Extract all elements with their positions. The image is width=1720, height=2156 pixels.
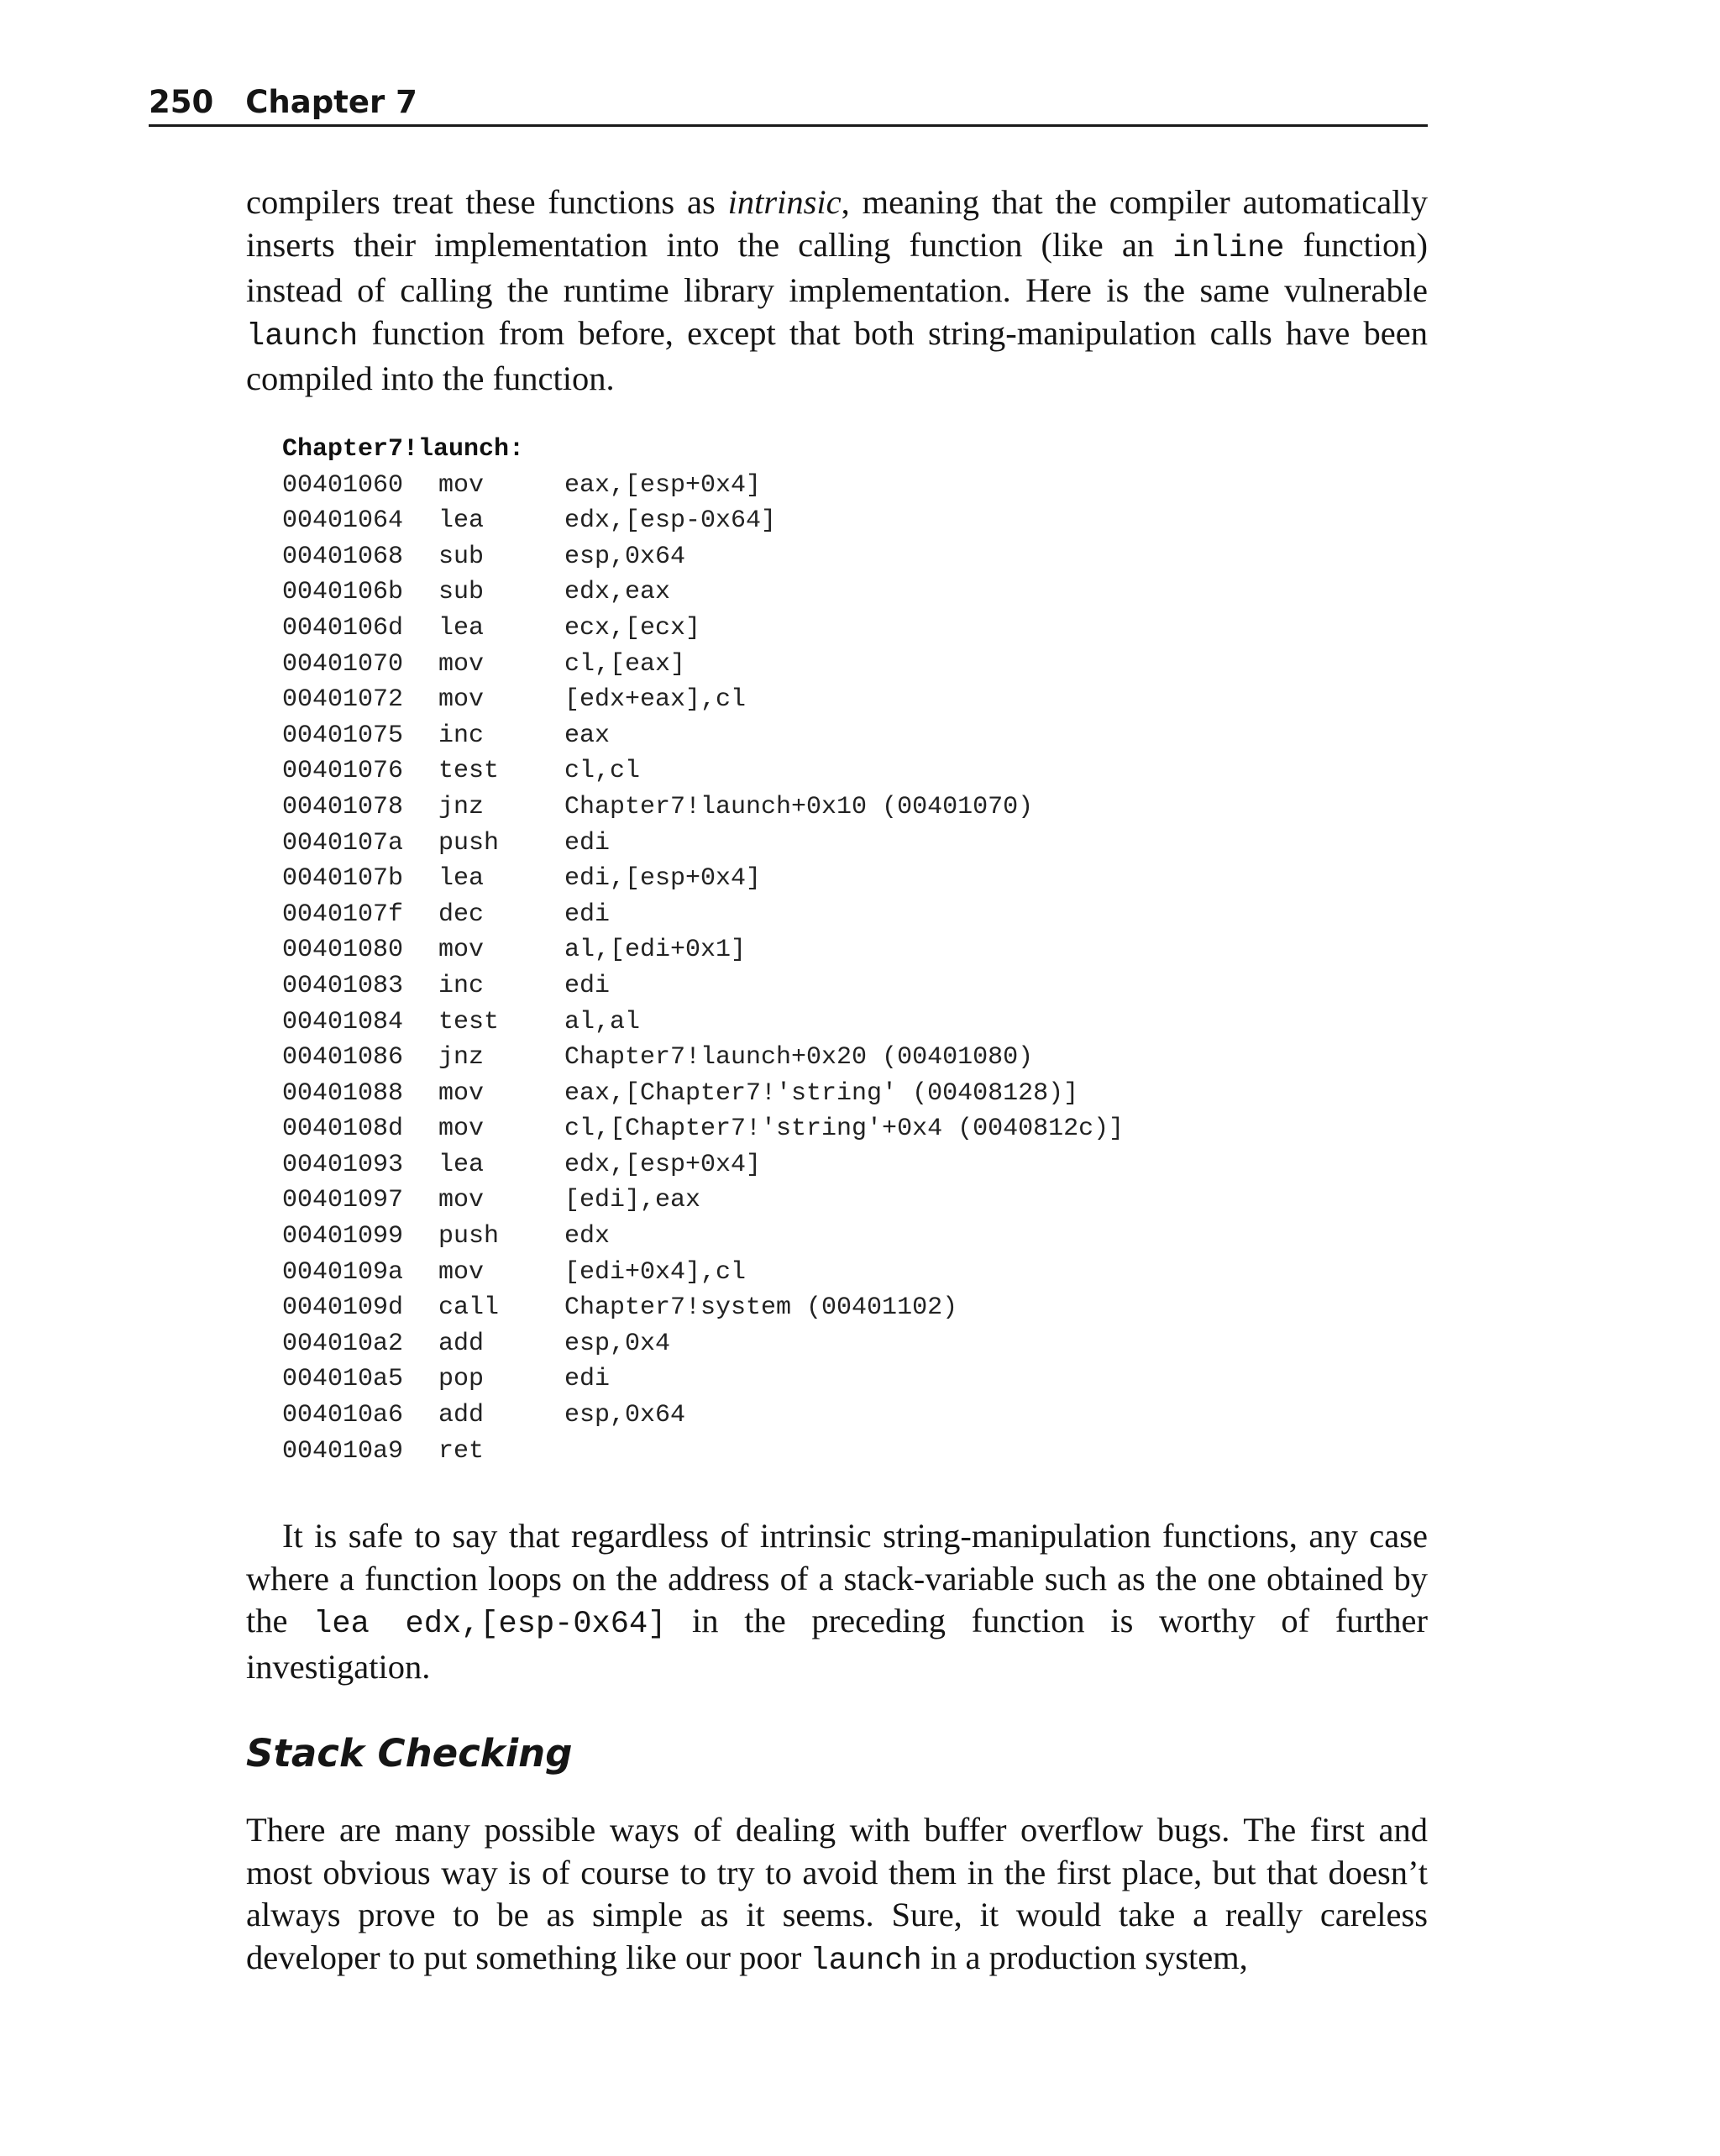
code-address: 00401093 — [282, 1150, 404, 1179]
code-address: 00401083 — [282, 971, 404, 1000]
code-line — [282, 611, 1428, 647]
code-address: 00401080 — [282, 936, 404, 965]
code-operands: cl,cl — [564, 757, 641, 786]
code-operands: edx,[esp+0x4] — [564, 1150, 762, 1179]
code-operands: eax — [564, 721, 611, 750]
code-address: 00401064 — [282, 506, 404, 536]
code-operands: cl,[Chapter7!'string'+0x4 (0040812c)] — [564, 1115, 1125, 1144]
code-operands: eax,[esp+0x4] — [564, 470, 762, 500]
code-opcode: push — [438, 1222, 500, 1251]
code-operands: ecx,[ecx] — [564, 613, 701, 643]
code-opcode: push — [438, 828, 500, 858]
code-address: 004010a5 — [282, 1365, 404, 1394]
code-line — [282, 789, 1428, 826]
code-rows — [282, 468, 1428, 1470]
code-opcode: sub — [438, 578, 485, 607]
text-run: function from before, except that both string-manipulation calls have been compiled into the function. — [246, 313, 1428, 398]
chapter-title: Chapter 7 — [245, 84, 417, 120]
code-operands: edi — [564, 900, 611, 929]
code-address: 00401072 — [282, 685, 404, 715]
code-operands: al,al — [564, 1007, 641, 1036]
code-address: 0040109d — [282, 1293, 404, 1323]
code-line — [282, 753, 1428, 789]
code-operands: edx,eax — [564, 578, 671, 607]
code-line — [282, 897, 1428, 933]
code-opcode: test — [438, 1007, 500, 1036]
code-address: 0040107b — [282, 864, 404, 894]
code-address: 00401078 — [282, 792, 404, 821]
code-operands: Chapter7!system (00401102) — [564, 1293, 958, 1323]
code-opcode: jnz — [438, 792, 485, 821]
text-run: compilers treat these functions as — [246, 183, 728, 221]
code-opcode: mov — [438, 649, 485, 679]
code-opcode: inc — [438, 721, 485, 750]
code-opcode: mov — [438, 1078, 485, 1108]
code-line — [282, 968, 1428, 1005]
code-label: Chapter7!launch: — [282, 435, 525, 464]
code-line — [282, 1076, 1428, 1112]
code-operands: cl,[eax] — [564, 649, 686, 679]
code-opcode: add — [438, 1401, 485, 1430]
code-opcode: mov — [438, 1115, 485, 1144]
code-opcode: pop — [438, 1365, 485, 1394]
code-opcode: sub — [438, 542, 485, 571]
code-opcode: mov — [438, 936, 485, 965]
code-opcode: test — [438, 757, 500, 786]
code-address: 00401088 — [282, 1078, 404, 1108]
code-line — [282, 1147, 1428, 1183]
text-run: , meaning that the compiler automatically inserts their implementation into the calling function (like an — [246, 183, 1428, 264]
section-paragraph — [246, 1809, 1428, 1982]
code-operands: esp,0x64 — [564, 1401, 686, 1430]
emphasis-text: intrinsic — [727, 183, 842, 221]
code-address: 00401075 — [282, 721, 404, 750]
running-header — [149, 81, 1428, 127]
code-opcode: inc — [438, 971, 485, 1000]
code-opcode: mov — [438, 1186, 485, 1215]
code-line — [282, 647, 1428, 683]
code-operands: edi — [564, 1365, 611, 1394]
code-operands: esp,0x64 — [564, 542, 686, 571]
code-address: 0040106b — [282, 578, 404, 607]
code-opcode: call — [438, 1293, 500, 1323]
code-line — [282, 1219, 1428, 1255]
code-operands: edi,[esp+0x4] — [564, 864, 762, 894]
section-heading: Stack Checking — [246, 1731, 573, 1776]
code-address: 00401099 — [282, 1222, 404, 1251]
code-opcode: jnz — [438, 1043, 485, 1073]
code-address: 0040109a — [282, 1257, 404, 1287]
code-operands: eax,[Chapter7!'string' (00408128)] — [564, 1078, 1079, 1108]
code-address: 0040107a — [282, 828, 404, 858]
text-run: function) instead of calling the runtime library implementation. Here is the same vulnerable — [246, 225, 1428, 310]
code-address: 004010a2 — [282, 1329, 404, 1358]
code-operands: edx — [564, 1222, 611, 1251]
text-run: in a production system, — [921, 1938, 1248, 1976]
code-opcode: mov — [438, 1257, 485, 1287]
code-line — [282, 503, 1428, 539]
intro-paragraph — [246, 181, 1428, 401]
code-address: 00401068 — [282, 542, 404, 571]
page-number: 250 — [149, 84, 214, 120]
code-line — [282, 718, 1428, 754]
code-line — [282, 1183, 1428, 1219]
assembly-listing — [282, 432, 1428, 1469]
code-operands: edi — [564, 971, 611, 1000]
code-opcode: dec — [438, 900, 485, 929]
code-line — [282, 682, 1428, 718]
code-opcode: lea — [438, 864, 485, 894]
code-opcode: ret — [438, 1436, 485, 1466]
code-address: 00401097 — [282, 1186, 404, 1215]
code-line — [282, 1111, 1428, 1147]
code-operands: [edi+0x4],cl — [564, 1257, 747, 1287]
code-line — [282, 468, 1428, 504]
code-address: 00401070 — [282, 649, 404, 679]
code-opcode: lea — [438, 506, 485, 536]
code-operands: edi — [564, 828, 611, 858]
code-line — [282, 1398, 1428, 1434]
text-run: in the preceding function is worthy of further investigation. — [246, 1602, 1429, 1686]
code-line — [282, 1290, 1428, 1326]
code-operands: Chapter7!launch+0x20 (00401080) — [564, 1043, 1034, 1073]
code-address: 00401076 — [282, 757, 404, 786]
code-line — [282, 1326, 1428, 1362]
code-operands: [edi],eax — [564, 1186, 701, 1215]
code-address: 004010a6 — [282, 1401, 404, 1430]
code-address: 0040106d — [282, 613, 404, 643]
code-operands: al,[edi+0x1] — [564, 936, 747, 965]
code-address: 004010a9 — [282, 1436, 404, 1466]
inline-code: launch — [246, 318, 359, 354]
text-run: It is safe to say that regardless of intrinsic string-manipulation functions, any case where a function loops on the address of a stack-variable such as the one obtained by the — [246, 1517, 1428, 1640]
code-line — [282, 539, 1428, 575]
code-opcode: lea — [438, 613, 485, 643]
code-opcode: lea — [438, 1150, 485, 1179]
code-line — [282, 826, 1428, 862]
code-line — [282, 1005, 1428, 1041]
analysis-paragraph — [246, 1515, 1428, 1688]
code-operands: esp,0x4 — [564, 1329, 671, 1358]
inline-code: inline — [1172, 230, 1285, 266]
code-line — [282, 1361, 1428, 1398]
code-line — [282, 1434, 1428, 1470]
code-address: 0040107f — [282, 900, 404, 929]
code-address: 00401084 — [282, 1007, 404, 1036]
code-address: 00401086 — [282, 1043, 404, 1073]
code-opcode: mov — [438, 685, 485, 715]
code-operands: [edx+eax],cl — [564, 685, 747, 715]
inline-code: launch — [810, 1943, 922, 1979]
code-address: 0040108d — [282, 1115, 404, 1144]
code-line — [282, 861, 1428, 897]
code-line — [282, 1255, 1428, 1291]
code-line — [282, 574, 1428, 611]
inline-code: lea edx,[esp-0x64] — [313, 1607, 667, 1643]
code-line — [282, 1040, 1428, 1076]
code-operands: edx,[esp-0x64] — [564, 506, 777, 536]
code-opcode: mov — [438, 470, 485, 500]
code-opcode: add — [438, 1329, 485, 1358]
code-operands: Chapter7!launch+0x10 (00401070) — [564, 792, 1034, 821]
code-address: 00401060 — [282, 470, 404, 500]
text-run: There are many possible ways of dealing with buffer overflow bugs. The first and most obvious way is of course to try to avoid them in the first place, but that doesn’t always prove to be as simple as it seems. Sure, it would take a really careless developer to put something like our poor — [246, 1811, 1428, 1976]
code-line — [282, 932, 1428, 968]
